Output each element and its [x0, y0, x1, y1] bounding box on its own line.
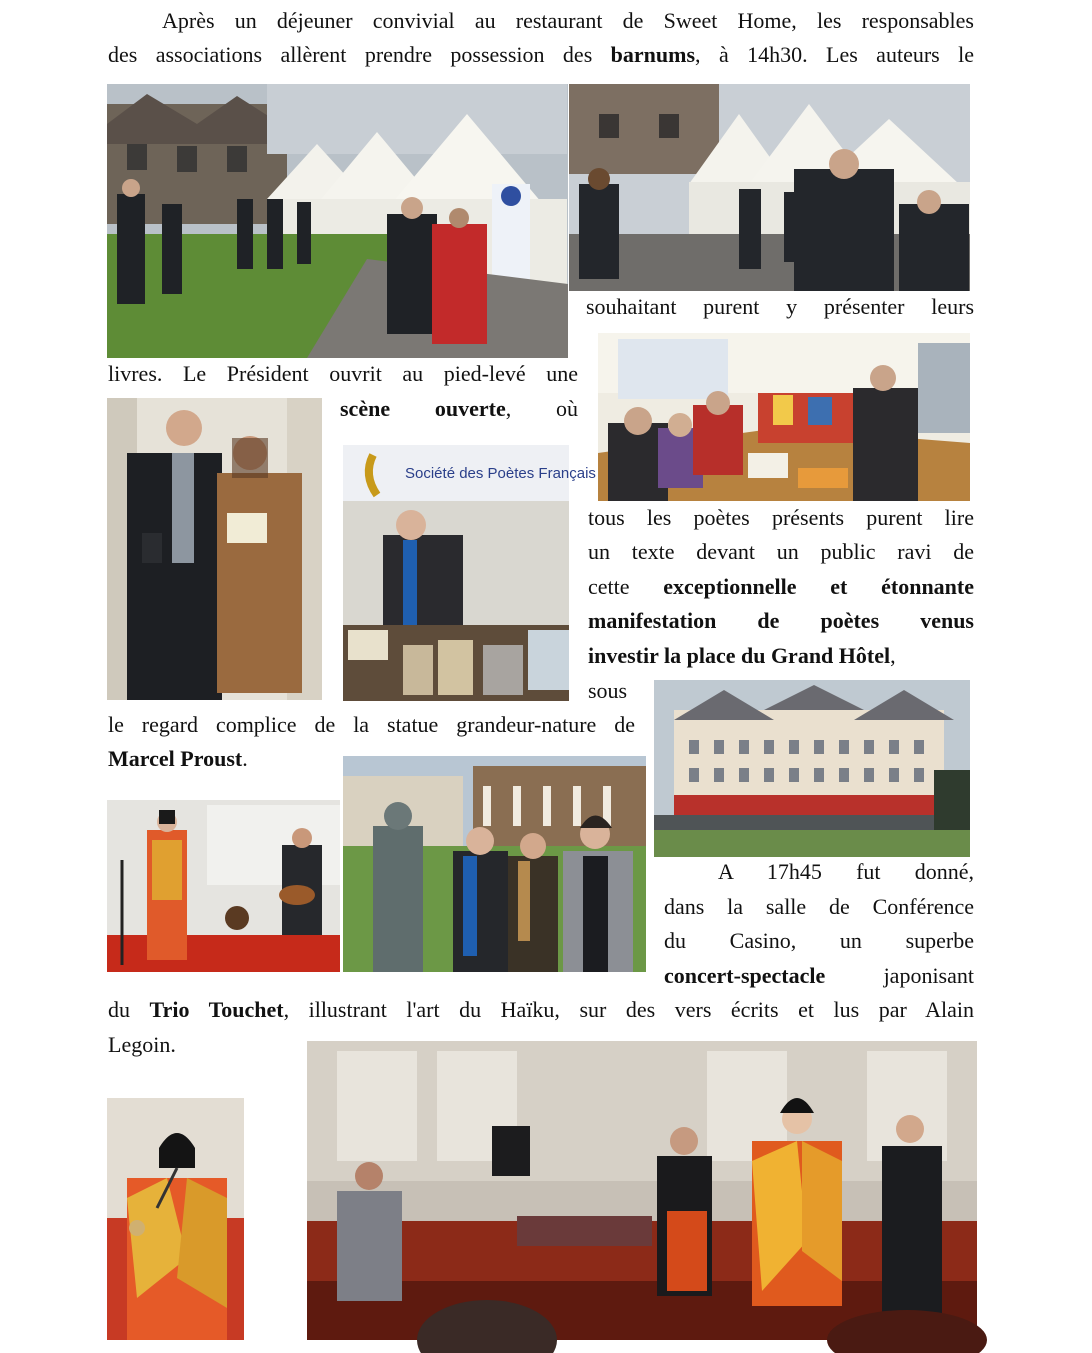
paragraph-line: du Trio Touchet, illustrant l'art du Haïku, sur des vers écrits et lus par Alain	[108, 997, 974, 1022]
photo-grand-hotel	[654, 680, 970, 857]
paragraph-line: des associations allèrent prendre possession des barnums, à 14h30. Les auteurs le	[108, 42, 974, 67]
photo-concert-rehearsal	[107, 800, 340, 972]
photo-singer-kimono	[107, 1098, 244, 1340]
bold-manifestation: manifestation de poètes venus	[588, 608, 974, 633]
photo-concert-stage	[307, 1041, 977, 1340]
bold-trio-touchet: Trio Touchet	[149, 997, 284, 1022]
bold-scene-ouverte: scène ouverte	[340, 396, 506, 421]
paragraph-line: dans la salle de Conférence	[664, 894, 974, 919]
photo-proust-statue	[343, 756, 646, 972]
paragraph-line: investir la place du Grand Hôtel,	[588, 643, 896, 668]
paragraph-line: A 17h45 fut donné,	[718, 859, 974, 884]
paragraph-line: du Casino, un superbe	[664, 928, 974, 953]
photo-book-stand	[598, 333, 970, 501]
paragraph-line: Legoin.	[108, 1032, 176, 1057]
paragraph-line: Après un déjeuner convivial au restaurant de Sweet Home, les responsables	[162, 8, 974, 33]
paragraph-line: Marcel Proust.	[108, 746, 248, 771]
paragraph-line: livres. Le Président ouvrit au pied-levé une	[108, 361, 578, 386]
paragraph-line: souhaitant purent y présenter leurs	[586, 294, 974, 319]
paragraph-line: un texte devant un public ravi de	[588, 539, 974, 564]
photo-tents-visitors	[569, 84, 970, 291]
paragraph-line: cette exceptionnelle et étonnante	[588, 574, 974, 599]
bold-concert-spectacle: concert-spectacle	[664, 963, 826, 988]
paragraph-line: tous les poètes présents purent lire	[588, 505, 974, 530]
photo-poet-banner	[343, 445, 596, 701]
bold-marcel-proust: Marcel Proust	[108, 746, 243, 771]
paragraph-line	[588, 604, 974, 639]
bold-exceptionnelle: exceptionnelle et étonnante	[663, 574, 974, 599]
paragraph-line: sous	[588, 678, 628, 703]
bold-barnums: barnums	[610, 42, 696, 67]
bold-grand-hotel: investir la place du Grand Hôtel	[588, 643, 891, 668]
photo-tents-square	[107, 84, 568, 358]
paragraph-line: scène ouverte, où	[340, 396, 579, 421]
banner-label: Société des Poètes Français	[405, 465, 596, 482]
paragraph-line: concert-spectacle japonisant	[664, 963, 974, 988]
paragraph-line: le regard complice de la statue grandeur-nature de	[108, 712, 635, 737]
photo-open-stage-reading	[107, 398, 322, 700]
